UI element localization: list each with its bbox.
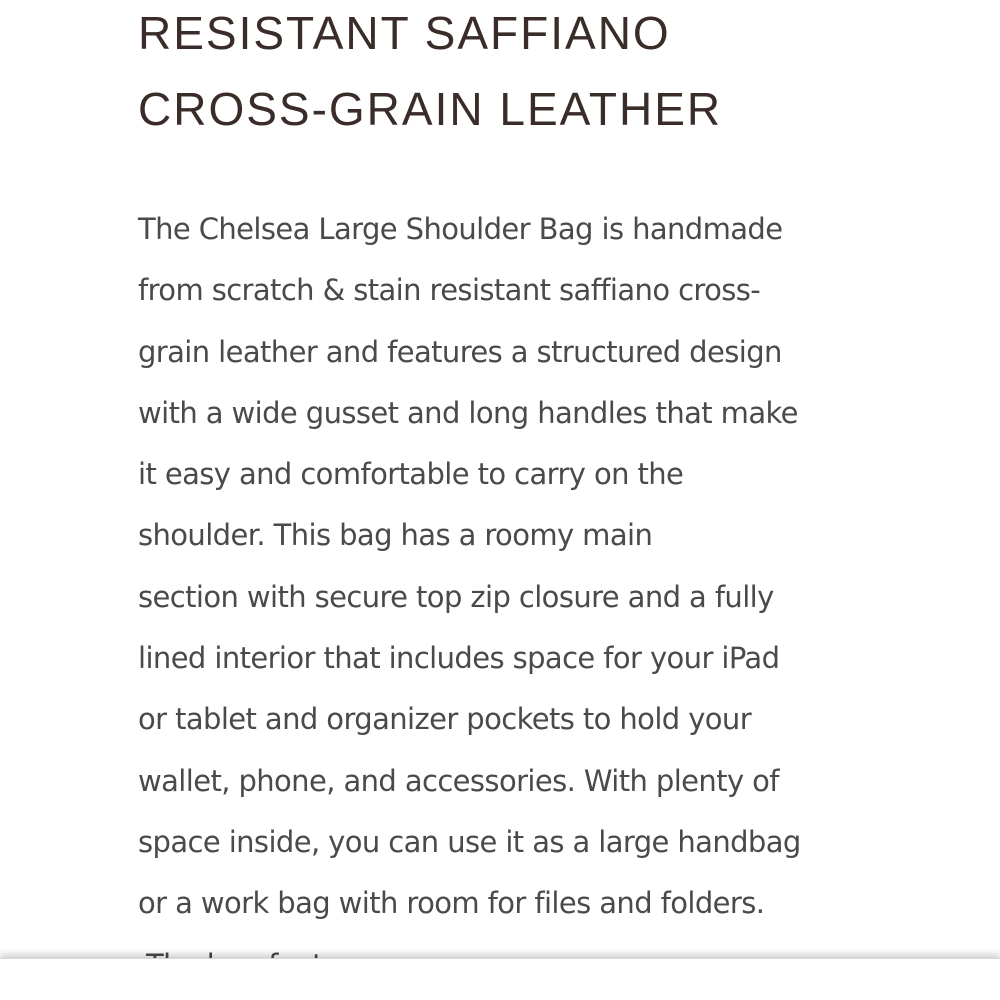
product-description: [138, 199, 801, 996]
description-line: shoulder. This bag has a roomy main: [138, 518, 653, 553]
description-line: it easy and comfortable to carry on the: [138, 457, 684, 492]
description-line: or a work bag with room for files and folders.: [138, 886, 765, 921]
description-line: space inside, you can use it as a large handbag: [138, 824, 801, 859]
description-line: section with secure top zip closure and a fully: [138, 579, 774, 614]
description-line: with a wide gusset and long handles that make: [138, 395, 798, 430]
bottom-toolbar: [0, 958, 1000, 1000]
description-line: The Chelsea Large Shoulder Bag is handmade: [138, 212, 783, 246]
description-line: lined interior that includes space for your iPad: [138, 641, 780, 676]
heading-line-2: CROSS-GRAIN LEATHER: [138, 83, 723, 135]
heading-line-1: RESISTANT SAFFIANO: [138, 7, 671, 59]
section-heading: [138, 0, 878, 147]
description-line: or tablet and organizer pockets to hold your: [138, 702, 752, 737]
description-line: grain leather and features a structured design: [138, 334, 782, 369]
product-description-section: [138, 0, 878, 921]
description-line: from scratch & stain resistant saffiano cross-: [138, 273, 761, 308]
description-line: wallet, phone, and accessories. With plenty of: [138, 763, 779, 798]
